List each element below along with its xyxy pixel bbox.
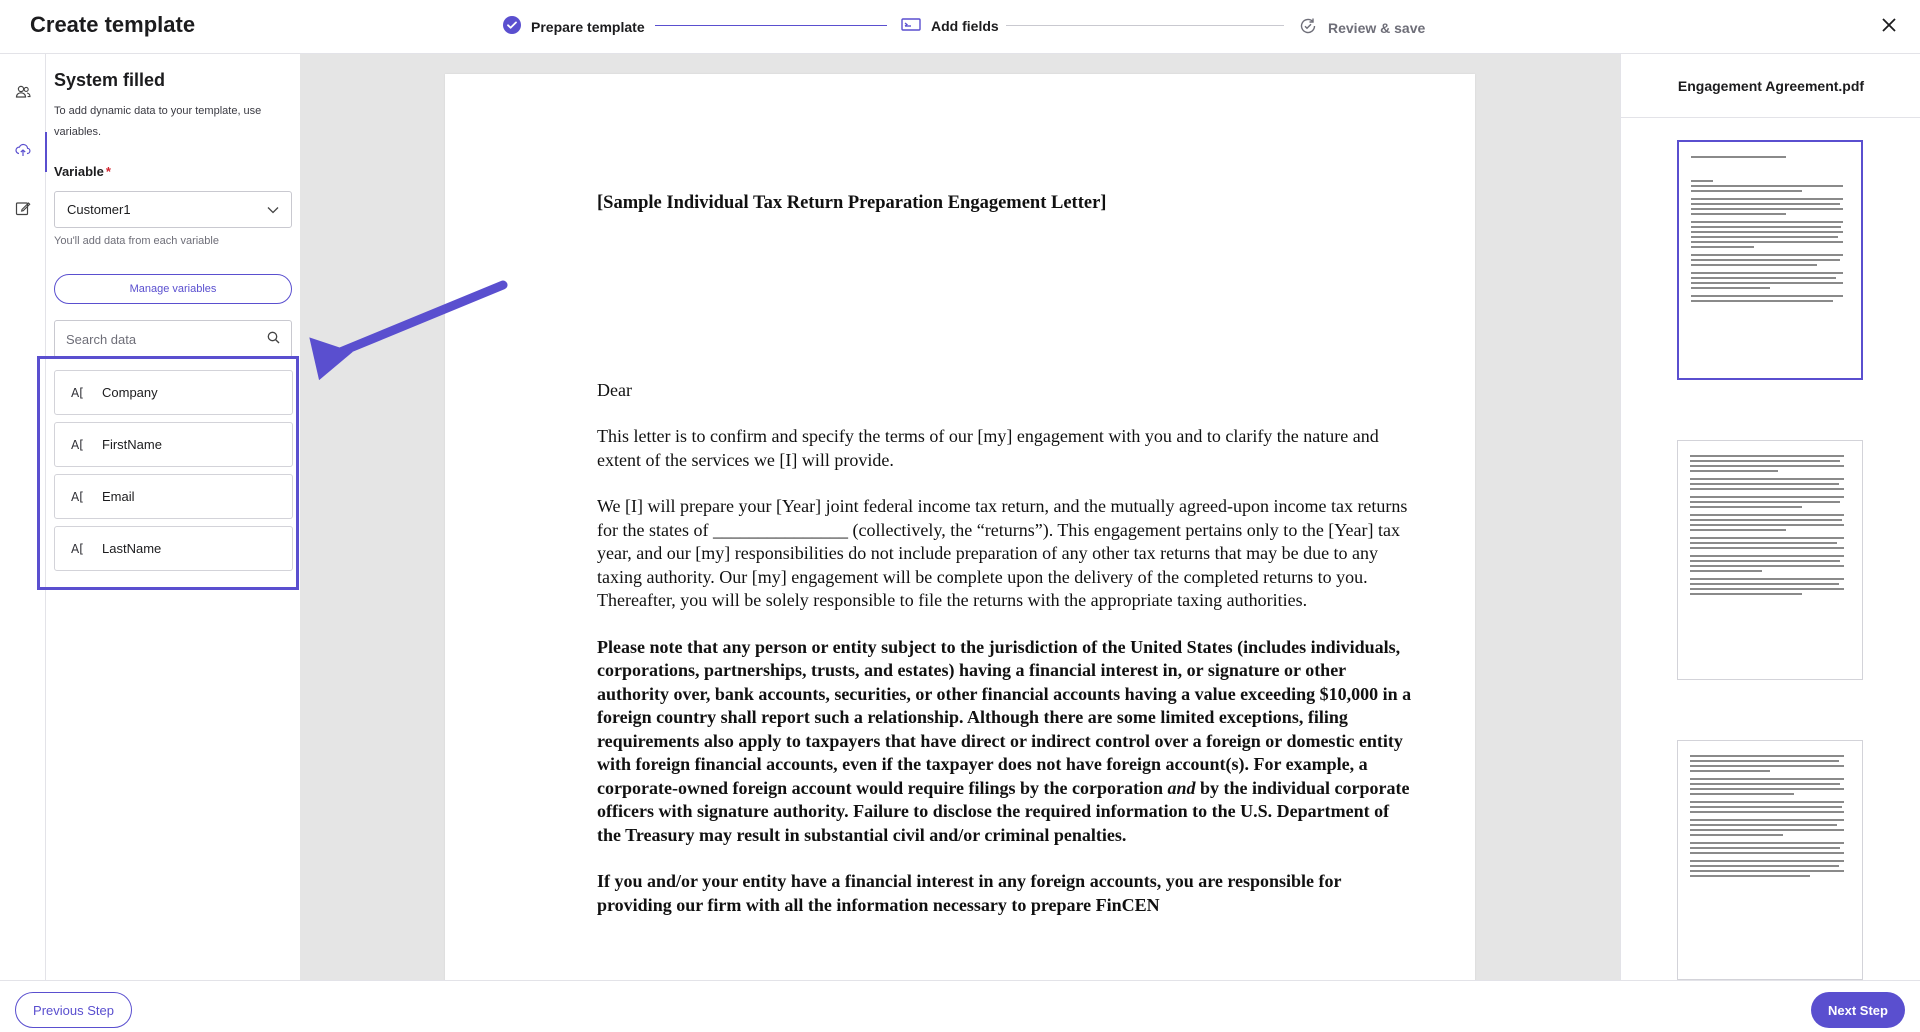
data-field-company[interactable] <box>54 370 293 415</box>
thumb-line <box>1690 570 1762 572</box>
thumb-line <box>1690 755 1844 757</box>
thumb-line <box>1690 578 1844 580</box>
thumb-line <box>1691 180 1713 182</box>
thumb-line <box>1691 259 1840 261</box>
document-canvas[interactable] <box>300 54 1620 980</box>
variable-selected-value: Customer1 <box>67 202 131 217</box>
document-title: [Sample Individual Tax Return Preparation Engagement Letter] <box>597 193 1107 213</box>
thumb-line <box>1690 542 1837 544</box>
data-field-label: Email <box>102 489 135 504</box>
data-field-firstname[interactable] <box>54 422 293 467</box>
thumb-line <box>1690 829 1844 831</box>
system-filled-icon <box>15 142 31 163</box>
thumb-line <box>1690 824 1837 826</box>
rail-item-system-filled[interactable] <box>0 132 46 172</box>
thumb-line <box>1690 834 1783 836</box>
thumb-line <box>1690 560 1840 562</box>
thumb-line <box>1691 213 1786 215</box>
document-body <box>597 192 1417 917</box>
step-connector <box>1006 25 1284 26</box>
thumb-line <box>1690 760 1839 762</box>
document-salutation: Dear <box>597 379 632 400</box>
page-thumbnails-panel <box>1620 54 1920 980</box>
text-field-icon: A[ <box>71 437 84 452</box>
search-data-input[interactable] <box>54 320 292 358</box>
system-filled-panel <box>47 54 300 980</box>
thumb-line <box>1690 765 1844 767</box>
search-placeholder: Search data <box>66 331 137 347</box>
thumb-line <box>1691 231 1843 233</box>
thumb-line <box>1690 547 1844 549</box>
thumb-line <box>1690 470 1778 472</box>
thumb-line <box>1691 300 1833 302</box>
variable-help-text: You'll add data from each variable <box>54 235 219 247</box>
thumb-line <box>1690 783 1840 785</box>
thumb-line <box>1691 236 1838 238</box>
step-add-fields[interactable] <box>901 16 999 35</box>
search-icon <box>267 331 280 347</box>
chevron-down-icon <box>267 202 279 217</box>
thumb-line <box>1690 793 1794 795</box>
thumb-line <box>1690 455 1844 457</box>
document-paragraph: We [I] will prepare your [Year] joint federal income tax return, and the mutually agreed-upon income tax returns for the states of _______________ (collectively, the “returns”). This engagement pertains only to the [Year] tax year, and our [my] responsibilities do not include preparation of any other tax returns that may be due to any taxing authority. Our [my] engagement will be complete upon the delivery of the completed returns to you. Thereafter, you will be solely responsible to file the returns with the appropriate taxing authorities. <box>597 496 1408 610</box>
document-page[interactable] <box>445 74 1475 980</box>
page-thumbnail-2[interactable] <box>1677 440 1863 680</box>
thumb-line <box>1691 295 1843 297</box>
thumb-line <box>1691 190 1802 192</box>
thumb-line <box>1690 488 1844 490</box>
previous-step-button[interactable]: Previous Step <box>15 992 132 1028</box>
data-field-list <box>54 370 293 578</box>
document-paragraph: This letter is to confirm and specify the terms of our [my] engagement with you and to clarify the nature and extent of the services we [I] will provide. <box>597 426 1379 470</box>
thumb-line <box>1691 246 1754 248</box>
rail-item-recipients[interactable] <box>0 74 46 114</box>
thumb-line <box>1690 588 1844 590</box>
thumb-line <box>1690 770 1770 772</box>
paragraph-italic: and <box>1167 777 1196 798</box>
thumb-line <box>1690 801 1844 803</box>
document-paragraph-bold <box>597 636 1417 848</box>
variable-label-text: Variable <box>54 164 104 179</box>
thumb-line <box>1690 788 1844 790</box>
thumb-line <box>1691 241 1843 243</box>
thumb-line <box>1690 537 1844 539</box>
thumb-line <box>1690 860 1844 862</box>
thumb-line <box>1691 208 1843 210</box>
thumb-line <box>1690 819 1844 821</box>
thumb-line <box>1691 226 1841 228</box>
step-label: Add fields <box>931 17 999 34</box>
thumb-line <box>1691 203 1840 205</box>
thumb-line <box>1691 272 1843 274</box>
panel-description: To add dynamic data to your template, use variables. <box>54 105 262 138</box>
page-thumbnail-1[interactable] <box>1677 140 1863 380</box>
thumb-line <box>1690 583 1839 585</box>
review-cycle-icon <box>1298 16 1318 39</box>
page-title: Create template <box>30 12 196 37</box>
thumb-line <box>1690 514 1844 516</box>
data-field-label: FirstName <box>102 437 162 452</box>
text-field-icon: A[ <box>71 489 84 504</box>
step-connector <box>655 25 887 26</box>
variable-label <box>54 164 111 179</box>
thumb-line <box>1691 221 1843 223</box>
thumb-line <box>1690 555 1844 557</box>
thumb-line <box>1690 460 1840 462</box>
text-field-icon: A[ <box>71 541 84 556</box>
step-label: Review & save <box>1328 19 1426 36</box>
thumb-line <box>1690 865 1839 867</box>
thumb-line <box>1690 811 1844 813</box>
header <box>0 0 1920 54</box>
document-file-name: Engagement Agreement.pdf <box>1621 78 1920 118</box>
data-field-label: Company <box>102 385 158 400</box>
thumb-line <box>1690 852 1844 854</box>
data-field-label: LastName <box>102 541 162 556</box>
thumb-line <box>1690 478 1844 480</box>
edit-icon <box>15 200 31 221</box>
thumb-line <box>1691 254 1843 256</box>
data-field-email[interactable] <box>54 474 293 519</box>
next-step-button[interactable]: Next Step <box>1811 992 1905 1028</box>
thumb-line <box>1691 198 1843 200</box>
fields-icon <box>901 16 921 35</box>
page-thumbnail-3[interactable] <box>1677 740 1863 980</box>
paragraph-text: Please note that any person or entity subject to the jurisdiction of the United States (includes individuals, corporations, partnerships, trusts, and estates) having a financial interest in, or signature or other authority over, bank accounts, securities, or other financial accounts having a value exceeding $10,000 in a foreign country shall report such a relationship. Although there are some limited exceptions, filing requirements also apply to taxpayers that have direct or indirect control over a foreign or domestic entity with foreign financial accounts, even if the taxpayer does not have foreign account(s). For example, a corporate-owned foreign account would require filings by the corporation <box>597 636 1412 798</box>
thumb-line <box>1690 501 1840 503</box>
required-marker: * <box>105 164 111 179</box>
thumb-line <box>1690 806 1842 808</box>
thumb-line <box>1690 870 1844 872</box>
thumb-line <box>1691 185 1843 187</box>
close-button[interactable] <box>1876 14 1902 40</box>
step-review-save[interactable] <box>1298 16 1425 39</box>
thumb-line <box>1690 506 1802 508</box>
text-field-icon: A[ <box>71 385 84 400</box>
close-icon <box>1882 18 1896 37</box>
thumb-line <box>1691 277 1836 279</box>
thumb-line <box>1691 264 1817 266</box>
thumb-line <box>1690 524 1844 526</box>
data-field-lastname[interactable] <box>54 526 293 571</box>
manage-variables-button[interactable]: Manage variables <box>54 274 292 304</box>
panel-title: System filled <box>54 70 166 90</box>
step-prepare-template[interactable] <box>503 16 645 37</box>
thumb-line <box>1690 519 1842 521</box>
thumb-line <box>1691 282 1843 284</box>
thumb-line <box>1690 565 1844 567</box>
footer <box>0 980 1920 1032</box>
thumb-line <box>1691 156 1786 158</box>
paragraph-text: by the individual corporate officers with signature authority. Failure to disclose the required information to the U.S. Department of the Treasury may result in substantial civil and/or criminal penalties. <box>597 777 1410 845</box>
thumb-line <box>1690 465 1844 467</box>
variable-select[interactable] <box>54 191 292 228</box>
thumb-line <box>1691 287 1770 289</box>
check-circle-icon <box>503 16 521 37</box>
thumb-line <box>1690 593 1802 595</box>
thumb-line <box>1690 842 1844 844</box>
document-paragraph-bold: If you and/or your entity have a financial interest in any foreign accounts, you are responsible for providing our firm with all the information necessary to prepare FinCEN <box>597 871 1342 915</box>
thumb-line <box>1690 496 1844 498</box>
annotation-arrow <box>295 275 515 380</box>
thumb-line <box>1690 529 1786 531</box>
thumb-line <box>1690 847 1840 849</box>
thumb-line <box>1690 483 1839 485</box>
thumb-line <box>1690 875 1810 877</box>
thumb-line <box>1690 778 1844 780</box>
users-icon <box>15 85 31 104</box>
step-label: Prepare template <box>531 18 645 35</box>
rail-item-edit[interactable] <box>0 190 46 230</box>
